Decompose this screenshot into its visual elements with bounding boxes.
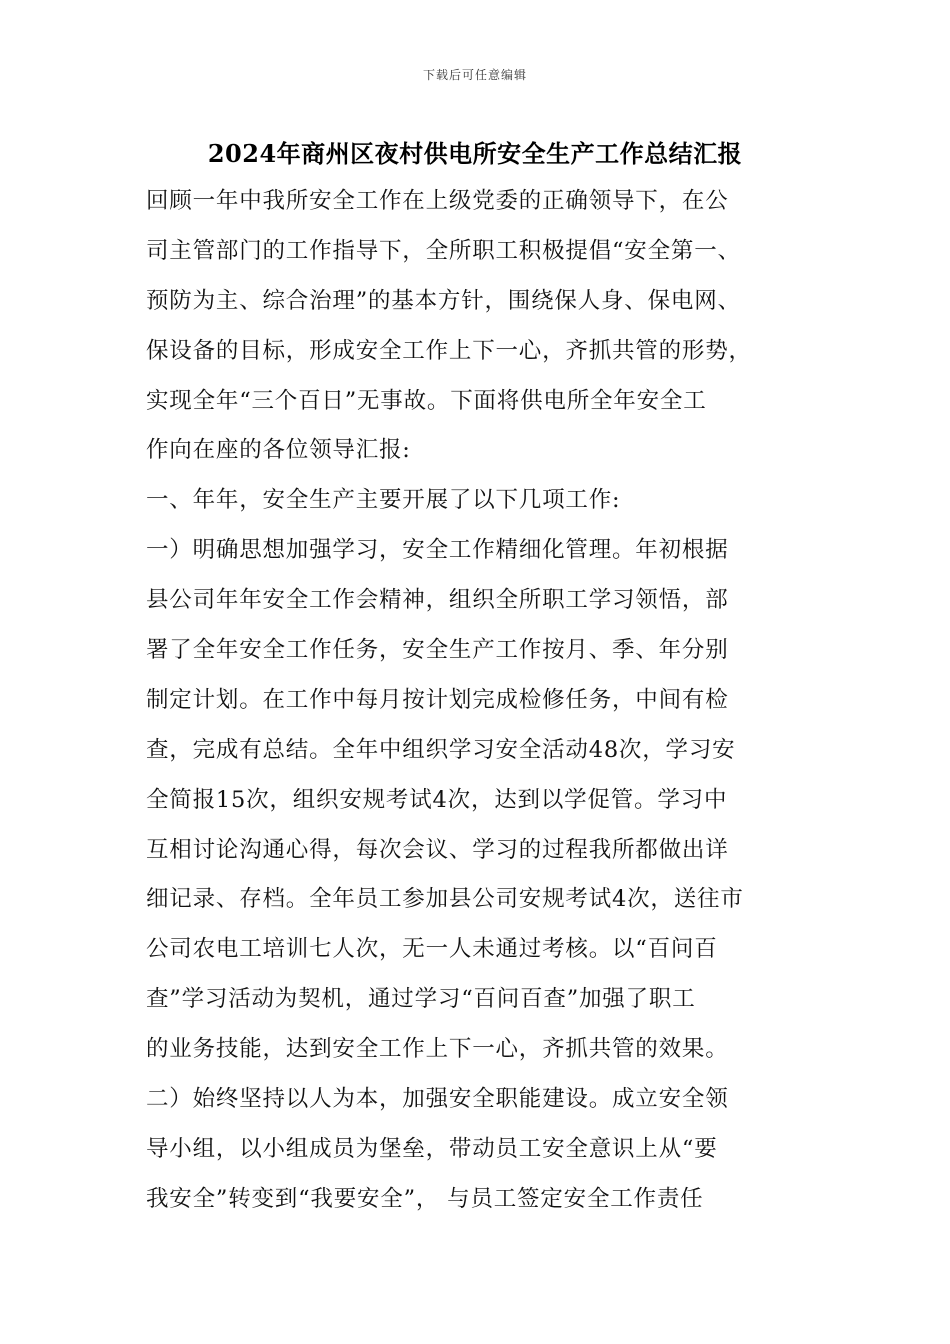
body-line: 公司农电工培训七人次，无一人未通过考核。以“百问百 <box>146 936 718 963</box>
body-line: 一）明确思想加强学习，安全工作精细化管理。年初根据 <box>146 537 729 564</box>
body-line: 预防为主、综合治理”的基本方针，围绕保人身、保电网、 <box>146 287 741 314</box>
body-line: 署了全年安全工作任务，安全生产工作按月、季、年分别 <box>146 637 729 664</box>
body-line: 二）始终坚持以人为本，加强安全职能建设。成立安全领 <box>146 1086 729 1113</box>
body-line: 导小组，以小组成员为堡垒，带动员工安全意识上从“要 <box>146 1135 718 1162</box>
body-line: 细记录、存档。全年员工参加县公司安规考试4次，送往市 <box>146 886 744 913</box>
body-line: 回顾一年中我所安全工作在上级党委的正确领导下，在公 <box>146 188 729 214</box>
body-line: 实现全年“三个百日”无事故。下面将供电所全年安全工 <box>146 387 707 414</box>
body-line: 司主管部门的工作指导下，全所职工积极提倡“安全第一、 <box>146 237 741 264</box>
document-body <box>146 177 811 1225</box>
body-line: 互相讨论沟通心得，每次会议、学习的过程我所都做出详 <box>146 836 729 863</box>
body-line: 制定计划。在工作中每月按计划完成检修任务，中间有检 <box>146 686 729 713</box>
body-line: 全简报15次，组织安规考试4次，达到以学促管。学习中 <box>146 786 728 813</box>
section-heading: 一、年年，安全生产主要开展了以下几项工作: <box>146 487 621 514</box>
body-line: 的业务技能，达到安全工作上下一心，齐抓共管的效果。 <box>146 1036 729 1063</box>
body-line: 我安全”转变到“我要安全”， 与员工签定安全工作责任 <box>146 1185 704 1212</box>
body-line: 查”学习活动为契机，通过学习“百问百查”加强了职工 <box>146 986 696 1013</box>
body-line: 县公司年年安全工作会精神，组织全所职工学习领悟，部 <box>146 587 729 614</box>
document-title: 2024年商州区夜村供电所安全生产工作总结汇报 <box>207 139 743 168</box>
header-note: 下载后可任意编辑 <box>422 68 527 82</box>
body-line: 作向在座的各位领导汇报: <box>146 437 411 464</box>
body-line: 保设备的目标，形成安全工作上下一心，齐抓共管的形势， <box>146 337 752 364</box>
body-line: 查，完成有总结。全年中组织学习安全活动48次，学习安 <box>146 736 736 763</box>
